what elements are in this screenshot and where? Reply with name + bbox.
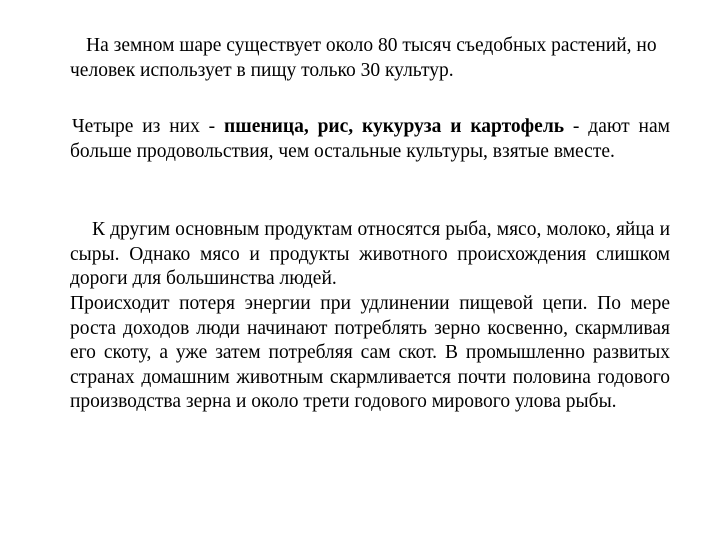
paragraph-food-chain (70, 292, 670, 415)
paragraph-2-after: - дают нам больше продовольствия, чем остальные культуры, взятые вместе. (70, 116, 670, 162)
paragraph-3-text: К другим основным продуктам относятся рыба, мясо, молоко, яйца и сыры. Однако мясо и продукты животного происхождения слишком дороги для большинства людей. (70, 219, 670, 289)
paragraph-main-crops (70, 115, 670, 164)
paragraph-4-text: Происходит потеря энергии при удлинении пищевой цепи. По мере роста доходов люди начинают потреблять зерно косвенно, скармливая его скоту, а уже затем потребляя сам скот. В промышленно развитых странах домашним животным скармливается почти половина годового производства зерна и около трети годового мирового улова рыбы. (70, 293, 670, 412)
paragraph-other-foods (70, 218, 670, 292)
main-crops-bold: пшеница, рис, кукуруза и картофель (224, 116, 565, 137)
paragraph-2-before: Четыре из них - (72, 116, 225, 137)
paragraph-1-text: На земном шаре существует около 80 тысяч съедобных растений, но человек использует в пищу только 30 культур. (70, 35, 657, 81)
paragraph-edible-plants (70, 34, 670, 83)
